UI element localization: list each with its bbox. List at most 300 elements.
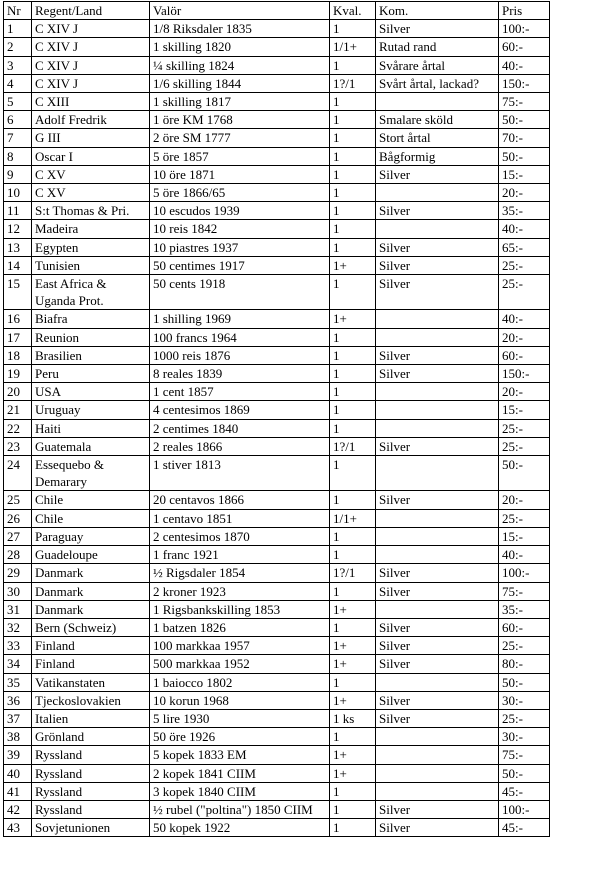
valor-cell: 10 piastres 1937 bbox=[150, 238, 330, 256]
valor-cell: 1000 reis 1876 bbox=[150, 346, 330, 364]
pris-cell: 20:- bbox=[499, 184, 550, 202]
regent-land-cell: Haiti bbox=[32, 419, 150, 437]
kval-cell: 1+ bbox=[330, 637, 376, 655]
kval-cell: 1 bbox=[330, 165, 376, 183]
regent-land-cell: C XIV J bbox=[32, 56, 150, 74]
kval-cell: 1 bbox=[330, 800, 376, 818]
kval-cell: 1+ bbox=[330, 256, 376, 274]
valor-cell: 1 öre KM 1768 bbox=[150, 111, 330, 129]
column-header-regent-land: Regent/Land bbox=[32, 2, 150, 20]
pris-cell: 150:- bbox=[499, 74, 550, 92]
regent-land-cell: Danmark bbox=[32, 582, 150, 600]
valor-cell: 10 escudos 1939 bbox=[150, 202, 330, 220]
valor-cell: 1 shilling 1969 bbox=[150, 310, 330, 328]
valor-cell: 2 kopek 1841 CIIM bbox=[150, 764, 330, 782]
kom-cell: Svårt årtal, lackad? bbox=[376, 74, 499, 92]
table-row bbox=[4, 546, 550, 564]
kom-cell: Bågformig bbox=[376, 147, 499, 165]
nr-cell: 17 bbox=[4, 328, 32, 346]
kval-cell: 1+ bbox=[330, 655, 376, 673]
valor-cell: ½ Rigsdaler 1854 bbox=[150, 564, 330, 582]
kval-cell: 1 bbox=[330, 202, 376, 220]
regent-land-cell: Finland bbox=[32, 655, 150, 673]
kval-cell: 1 bbox=[330, 111, 376, 129]
valor-cell: 50 kopek 1922 bbox=[150, 819, 330, 837]
kom-cell bbox=[376, 328, 499, 346]
kom-cell bbox=[376, 509, 499, 527]
kom-cell: Silver bbox=[376, 491, 499, 509]
nr-cell: 43 bbox=[4, 819, 32, 837]
column-header-kom: Kom. bbox=[376, 2, 499, 20]
kom-cell bbox=[376, 401, 499, 419]
column-header-kval: Kval. bbox=[330, 2, 376, 20]
pris-cell: 50:- bbox=[499, 147, 550, 165]
valor-cell: 500 markkaa 1952 bbox=[150, 655, 330, 673]
kval-cell: 1 bbox=[330, 401, 376, 419]
regent-land-cell: Brasilien bbox=[32, 346, 150, 364]
regent-land-cell: Bern (Schweiz) bbox=[32, 618, 150, 636]
table-row bbox=[4, 691, 550, 709]
nr-cell: 18 bbox=[4, 346, 32, 364]
nr-cell: 8 bbox=[4, 147, 32, 165]
kval-cell: 1?/1 bbox=[330, 74, 376, 92]
regent-land-cell: East Africa & Uganda Prot. bbox=[32, 275, 150, 310]
table-row bbox=[4, 310, 550, 328]
table-row bbox=[4, 93, 550, 111]
pris-cell: 25:- bbox=[499, 509, 550, 527]
kval-cell: 1 bbox=[330, 365, 376, 383]
nr-cell: 21 bbox=[4, 401, 32, 419]
valor-cell: 1 skilling 1817 bbox=[150, 93, 330, 111]
nr-cell: 37 bbox=[4, 709, 32, 727]
pris-cell: 20:- bbox=[499, 491, 550, 509]
kom-cell: Silver bbox=[376, 564, 499, 582]
kval-cell: 1 bbox=[330, 275, 376, 310]
valor-cell: 2 centesimos 1870 bbox=[150, 527, 330, 545]
kval-cell: 1 bbox=[330, 383, 376, 401]
table-row bbox=[4, 782, 550, 800]
kval-cell: 1 bbox=[330, 346, 376, 364]
regent-land-cell: C XIII bbox=[32, 93, 150, 111]
table-row bbox=[4, 419, 550, 437]
regent-land-cell: Chile bbox=[32, 491, 150, 509]
regent-land-cell: C XIV J bbox=[32, 74, 150, 92]
kval-cell: 1/1+ bbox=[330, 38, 376, 56]
pris-cell: 45:- bbox=[499, 782, 550, 800]
nr-cell: 10 bbox=[4, 184, 32, 202]
pris-cell: 70:- bbox=[499, 129, 550, 147]
table-row bbox=[4, 147, 550, 165]
kom-cell: Silver bbox=[376, 202, 499, 220]
table-row bbox=[4, 637, 550, 655]
regent-land-cell: Peru bbox=[32, 365, 150, 383]
table-row bbox=[4, 401, 550, 419]
regent-land-cell: Guadeloupe bbox=[32, 546, 150, 564]
table-row bbox=[4, 20, 550, 38]
nr-cell: 1 bbox=[4, 20, 32, 38]
pris-cell: 75:- bbox=[499, 746, 550, 764]
regent-land-cell: S:t Thomas & Pri. bbox=[32, 202, 150, 220]
table-row bbox=[4, 655, 550, 673]
kom-cell bbox=[376, 673, 499, 691]
valor-cell: ½ rubel ("poltina") 1850 CIIM bbox=[150, 800, 330, 818]
kval-cell: 1/1+ bbox=[330, 509, 376, 527]
nr-cell: 27 bbox=[4, 527, 32, 545]
nr-cell: 5 bbox=[4, 93, 32, 111]
kval-cell: 1 bbox=[330, 419, 376, 437]
kval-cell: 1 bbox=[330, 673, 376, 691]
kom-cell bbox=[376, 600, 499, 618]
nr-cell: 28 bbox=[4, 546, 32, 564]
valor-cell: 5 kopek 1833 EM bbox=[150, 746, 330, 764]
pris-cell: 25:- bbox=[499, 637, 550, 655]
regent-land-cell: Chile bbox=[32, 509, 150, 527]
valor-cell: 5 öre 1857 bbox=[150, 147, 330, 165]
pris-cell: 60:- bbox=[499, 38, 550, 56]
kom-cell bbox=[376, 383, 499, 401]
table-row bbox=[4, 709, 550, 727]
nr-cell: 33 bbox=[4, 637, 32, 655]
kval-cell: 1+ bbox=[330, 691, 376, 709]
kom-cell: Silver bbox=[376, 655, 499, 673]
table-row bbox=[4, 600, 550, 618]
kval-cell: 1 bbox=[330, 527, 376, 545]
regent-land-cell: Danmark bbox=[32, 564, 150, 582]
pris-cell: 25:- bbox=[499, 709, 550, 727]
regent-land-cell: Tjeckoslovakien bbox=[32, 691, 150, 709]
table-row bbox=[4, 202, 550, 220]
table-row bbox=[4, 746, 550, 764]
nr-cell: 2 bbox=[4, 38, 32, 56]
table-row bbox=[4, 256, 550, 274]
kom-cell: Stort årtal bbox=[376, 129, 499, 147]
kom-cell: Rutad rand bbox=[376, 38, 499, 56]
table-row bbox=[4, 328, 550, 346]
regent-land-cell: C XIV J bbox=[32, 38, 150, 56]
nr-cell: 35 bbox=[4, 673, 32, 691]
pris-cell: 35:- bbox=[499, 202, 550, 220]
valor-cell: 50 öre 1926 bbox=[150, 728, 330, 746]
nr-cell: 13 bbox=[4, 238, 32, 256]
nr-cell: 40 bbox=[4, 764, 32, 782]
kom-cell bbox=[376, 746, 499, 764]
valor-cell: 1 cent 1857 bbox=[150, 383, 330, 401]
regent-land-cell: Finland bbox=[32, 637, 150, 655]
nr-cell: 20 bbox=[4, 383, 32, 401]
nr-cell: 16 bbox=[4, 310, 32, 328]
kval-cell: 1 bbox=[330, 819, 376, 837]
nr-cell: 30 bbox=[4, 582, 32, 600]
regent-land-cell: Ryssland bbox=[32, 800, 150, 818]
valor-cell: ¼ skilling 1824 bbox=[150, 56, 330, 74]
valor-cell: 1 Rigsbankskilling 1853 bbox=[150, 600, 330, 618]
nr-cell: 12 bbox=[4, 220, 32, 238]
kval-cell: 1 bbox=[330, 456, 376, 491]
kom-cell bbox=[376, 527, 499, 545]
valor-cell: 3 kopek 1840 CIIM bbox=[150, 782, 330, 800]
kom-cell bbox=[376, 456, 499, 491]
regent-land-cell: Oscar I bbox=[32, 147, 150, 165]
valor-cell: 1 franc 1921 bbox=[150, 546, 330, 564]
pris-cell: 50:- bbox=[499, 456, 550, 491]
pris-cell: 50:- bbox=[499, 764, 550, 782]
pris-cell: 25:- bbox=[499, 275, 550, 310]
valor-cell: 5 öre 1866/65 bbox=[150, 184, 330, 202]
table-row bbox=[4, 111, 550, 129]
kval-cell: 1 bbox=[330, 129, 376, 147]
regent-land-cell: Adolf Fredrik bbox=[32, 111, 150, 129]
nr-cell: 3 bbox=[4, 56, 32, 74]
pris-cell: 25:- bbox=[499, 256, 550, 274]
table-row bbox=[4, 491, 550, 509]
nr-cell: 22 bbox=[4, 419, 32, 437]
regent-land-cell: Ryssland bbox=[32, 764, 150, 782]
regent-land-cell: Reunion bbox=[32, 328, 150, 346]
pris-cell: 45:- bbox=[499, 819, 550, 837]
table-row bbox=[4, 819, 550, 837]
kom-cell: Smalare sköld bbox=[376, 111, 499, 129]
table-row bbox=[4, 673, 550, 691]
valor-cell: 1/6 skilling 1844 bbox=[150, 74, 330, 92]
column-header-pris: Pris bbox=[499, 2, 550, 20]
pris-cell: 65:- bbox=[499, 238, 550, 256]
kom-cell: Silver bbox=[376, 618, 499, 636]
table-row bbox=[4, 800, 550, 818]
kom-cell: Silver bbox=[376, 582, 499, 600]
kval-cell: 1?/1 bbox=[330, 564, 376, 582]
regent-land-cell: G III bbox=[32, 129, 150, 147]
nr-cell: 34 bbox=[4, 655, 32, 673]
table-row bbox=[4, 582, 550, 600]
pris-cell: 50:- bbox=[499, 111, 550, 129]
valor-cell: 1 stiver 1813 bbox=[150, 456, 330, 491]
kval-cell: 1 bbox=[330, 20, 376, 38]
kom-cell: Silver bbox=[376, 819, 499, 837]
nr-cell: 6 bbox=[4, 111, 32, 129]
kval-cell: 1 bbox=[330, 238, 376, 256]
pris-cell: 25:- bbox=[499, 419, 550, 437]
kval-cell: 1 bbox=[330, 618, 376, 636]
table-row bbox=[4, 346, 550, 364]
kval-cell: 1 bbox=[330, 147, 376, 165]
table-header-row bbox=[4, 2, 550, 20]
table-row bbox=[4, 165, 550, 183]
table-row bbox=[4, 437, 550, 455]
kval-cell: 1 bbox=[330, 56, 376, 74]
valor-cell: 20 centavos 1866 bbox=[150, 491, 330, 509]
table-row bbox=[4, 728, 550, 746]
pris-cell: 35:- bbox=[499, 600, 550, 618]
valor-cell: 10 reis 1842 bbox=[150, 220, 330, 238]
pris-cell: 50:- bbox=[499, 673, 550, 691]
kom-cell: Silver bbox=[376, 20, 499, 38]
nr-cell: 7 bbox=[4, 129, 32, 147]
kval-cell: 1 bbox=[330, 782, 376, 800]
kval-cell: 1+ bbox=[330, 764, 376, 782]
kom-cell: Silver bbox=[376, 275, 499, 310]
kval-cell: 1 bbox=[330, 582, 376, 600]
pris-cell: 75:- bbox=[499, 582, 550, 600]
valor-cell: 4 centesimos 1869 bbox=[150, 401, 330, 419]
pris-cell: 60:- bbox=[499, 618, 550, 636]
nr-cell: 42 bbox=[4, 800, 32, 818]
kom-cell: Svårare årtal bbox=[376, 56, 499, 74]
nr-cell: 31 bbox=[4, 600, 32, 618]
pris-cell: 150:- bbox=[499, 365, 550, 383]
table-row bbox=[4, 184, 550, 202]
kom-cell bbox=[376, 764, 499, 782]
valor-cell: 1/8 Riksdaler 1835 bbox=[150, 20, 330, 38]
valor-cell: 2 reales 1866 bbox=[150, 437, 330, 455]
valor-cell: 1 batzen 1826 bbox=[150, 618, 330, 636]
pris-cell: 40:- bbox=[499, 56, 550, 74]
pris-cell: 80:- bbox=[499, 655, 550, 673]
table-body bbox=[4, 20, 550, 837]
valor-cell: 1 centavo 1851 bbox=[150, 509, 330, 527]
regent-land-cell: Grönland bbox=[32, 728, 150, 746]
kom-cell bbox=[376, 546, 499, 564]
nr-cell: 39 bbox=[4, 746, 32, 764]
kval-cell: 1+ bbox=[330, 310, 376, 328]
regent-land-cell: Vatikanstaten bbox=[32, 673, 150, 691]
kom-cell: Silver bbox=[376, 365, 499, 383]
nr-cell: 23 bbox=[4, 437, 32, 455]
regent-land-cell: C XV bbox=[32, 165, 150, 183]
table-row bbox=[4, 618, 550, 636]
pris-cell: 60:- bbox=[499, 346, 550, 364]
valor-cell: 8 reales 1839 bbox=[150, 365, 330, 383]
valor-cell: 100 markkaa 1957 bbox=[150, 637, 330, 655]
kval-cell: 1 bbox=[330, 220, 376, 238]
nr-cell: 14 bbox=[4, 256, 32, 274]
valor-cell: 10 öre 1871 bbox=[150, 165, 330, 183]
valor-cell: 100 francs 1964 bbox=[150, 328, 330, 346]
pris-cell: 100:- bbox=[499, 800, 550, 818]
valor-cell: 1 skilling 1820 bbox=[150, 38, 330, 56]
pris-cell: 100:- bbox=[499, 20, 550, 38]
pris-cell: 15:- bbox=[499, 165, 550, 183]
table-row bbox=[4, 456, 550, 491]
table-row bbox=[4, 275, 550, 310]
table-row bbox=[4, 564, 550, 582]
nr-cell: 19 bbox=[4, 365, 32, 383]
pris-cell: 40:- bbox=[499, 310, 550, 328]
table-row bbox=[4, 764, 550, 782]
table-row bbox=[4, 38, 550, 56]
valor-cell: 10 korun 1968 bbox=[150, 691, 330, 709]
kval-cell: 1 bbox=[330, 491, 376, 509]
kom-cell: Silver bbox=[376, 256, 499, 274]
table-row bbox=[4, 509, 550, 527]
regent-land-cell: Italien bbox=[32, 709, 150, 727]
nr-cell: 24 bbox=[4, 456, 32, 491]
regent-land-cell: Tunisien bbox=[32, 256, 150, 274]
column-header-valor: Valör bbox=[150, 2, 330, 20]
kval-cell: 1?/1 bbox=[330, 437, 376, 455]
table-row bbox=[4, 74, 550, 92]
nr-cell: 9 bbox=[4, 165, 32, 183]
valor-cell: 50 cents 1918 bbox=[150, 275, 330, 310]
kom-cell: Silver bbox=[376, 346, 499, 364]
pris-cell: 20:- bbox=[499, 383, 550, 401]
nr-cell: 32 bbox=[4, 618, 32, 636]
pris-cell: 100:- bbox=[499, 564, 550, 582]
kval-cell: 1+ bbox=[330, 746, 376, 764]
regent-land-cell: Guatemala bbox=[32, 437, 150, 455]
nr-cell: 36 bbox=[4, 691, 32, 709]
kom-cell bbox=[376, 782, 499, 800]
regent-land-cell: Sovjetunionen bbox=[32, 819, 150, 837]
valor-cell: 2 öre SM 1777 bbox=[150, 129, 330, 147]
regent-land-cell: Ryssland bbox=[32, 746, 150, 764]
regent-land-cell: C XIV J bbox=[32, 20, 150, 38]
kom-cell bbox=[376, 220, 499, 238]
kom-cell: Silver bbox=[376, 691, 499, 709]
kom-cell bbox=[376, 93, 499, 111]
coin-price-table bbox=[3, 1, 550, 837]
nr-cell: 29 bbox=[4, 564, 32, 582]
kom-cell: Silver bbox=[376, 637, 499, 655]
kval-cell: 1+ bbox=[330, 600, 376, 618]
pris-cell: 75:- bbox=[499, 93, 550, 111]
kom-cell bbox=[376, 728, 499, 746]
kom-cell bbox=[376, 310, 499, 328]
regent-land-cell: C XV bbox=[32, 184, 150, 202]
pris-cell: 15:- bbox=[499, 401, 550, 419]
regent-land-cell: Madeira bbox=[32, 220, 150, 238]
regent-land-cell: Egypten bbox=[32, 238, 150, 256]
kval-cell: 1 bbox=[330, 728, 376, 746]
nr-cell: 26 bbox=[4, 509, 32, 527]
kom-cell: Silver bbox=[376, 165, 499, 183]
kom-cell: Silver bbox=[376, 709, 499, 727]
regent-land-cell: USA bbox=[32, 383, 150, 401]
table-row bbox=[4, 56, 550, 74]
regent-land-cell: Paraguay bbox=[32, 527, 150, 545]
table-row bbox=[4, 365, 550, 383]
regent-land-cell: Essequebo & Demarary bbox=[32, 456, 150, 491]
pris-cell: 30:- bbox=[499, 691, 550, 709]
kom-cell bbox=[376, 184, 499, 202]
kom-cell: Silver bbox=[376, 800, 499, 818]
valor-cell: 1 baiocco 1802 bbox=[150, 673, 330, 691]
pris-cell: 40:- bbox=[499, 546, 550, 564]
pris-cell: 25:- bbox=[499, 437, 550, 455]
pris-cell: 20:- bbox=[499, 328, 550, 346]
table-row bbox=[4, 383, 550, 401]
nr-cell: 38 bbox=[4, 728, 32, 746]
nr-cell: 15 bbox=[4, 275, 32, 310]
valor-cell: 5 lire 1930 bbox=[150, 709, 330, 727]
regent-land-cell: Uruguay bbox=[32, 401, 150, 419]
nr-cell: 41 bbox=[4, 782, 32, 800]
table-row bbox=[4, 238, 550, 256]
table-row bbox=[4, 527, 550, 545]
valor-cell: 50 centimes 1917 bbox=[150, 256, 330, 274]
kom-cell bbox=[376, 419, 499, 437]
kval-cell: 1 ks bbox=[330, 709, 376, 727]
nr-cell: 25 bbox=[4, 491, 32, 509]
regent-land-cell: Danmark bbox=[32, 600, 150, 618]
column-header-nr: Nr bbox=[4, 2, 32, 20]
valor-cell: 2 centimes 1840 bbox=[150, 419, 330, 437]
kval-cell: 1 bbox=[330, 93, 376, 111]
valor-cell: 2 kroner 1923 bbox=[150, 582, 330, 600]
table-row bbox=[4, 220, 550, 238]
nr-cell: 4 bbox=[4, 74, 32, 92]
pris-cell: 15:- bbox=[499, 527, 550, 545]
regent-land-cell: Ryssland bbox=[32, 782, 150, 800]
